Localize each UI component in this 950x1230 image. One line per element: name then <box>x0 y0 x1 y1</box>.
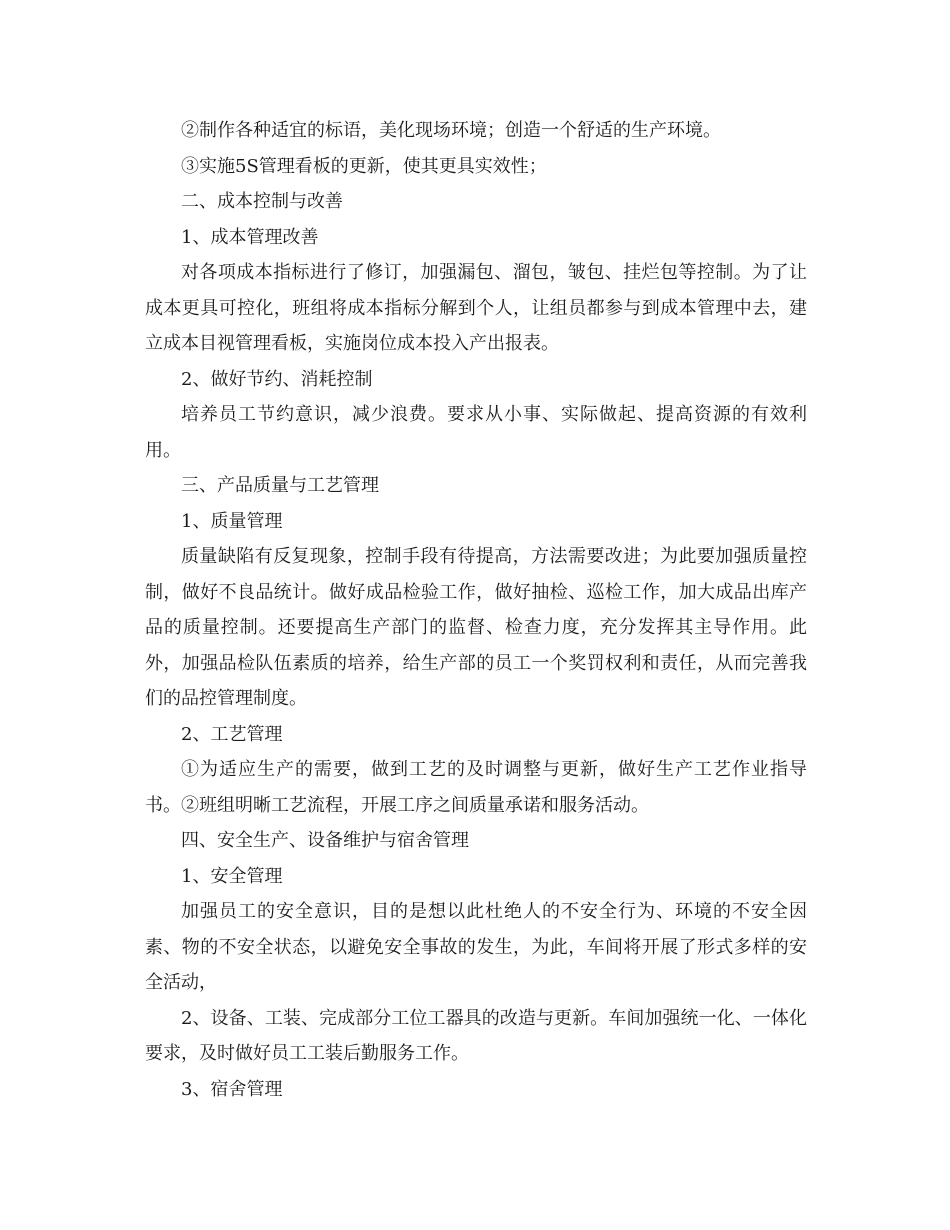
subheading-dormitory: 3、宿舍管理 <box>181 1078 283 1100</box>
paragraph-process: ①为适应生产的需要，做到工艺的及时调整与更新，做好生产工艺作业指导书。②班组明晰工艺流程，开展工序之间质量承诺和服务活动。 <box>145 759 807 816</box>
paragraph-slogans: ②制作各种适宜的标语，美化现场环境；创造一个舒适的生产环境。 <box>181 120 721 141</box>
subheading-cost-management: 1、成本管理改善 <box>181 226 319 248</box>
paragraph-5s-board: ③实施5S管理看板的更新，使其更具实效性； <box>181 155 547 177</box>
document-body <box>145 113 807 1107</box>
heading-safety: 四、安全生产、设备维护与宿舍管理 <box>181 830 469 851</box>
heading-quality-process: 三、产品质量与工艺管理 <box>181 475 379 496</box>
heading-cost-control: 二、成本控制与改善 <box>181 191 343 212</box>
paragraph-safety: 加强员工的安全意识，目的是想以此杜绝人的不安全行为、环境的不安全因素、物的不安全状态，以避免安全事故的发生，为此，车间将开展了形式多样的安全活动， <box>145 901 807 993</box>
paragraph-quality: 质量缺陷有反复现象，控制手段有待提高，方法需要改进；为此要加强质量控制，做好不良品统计。做好成品检验工作，做好抽检、巡检工作，加大成品出库产品的质量控制。还要提高生产部门的监督、检查力度，充分发挥其主导作用。此外，加强品检队伍素质的培养，给生产部的员工一个奖罚权利和责任，从而完善我们的品控管理制度。 <box>145 546 807 709</box>
subheading-safety-management: 1、安全管理 <box>181 865 283 887</box>
paragraph-equipment: 2、设备、工装、完成部分工位工器具的改造与更新。车间加强统一化、一体化要求，及时做好员工工装后勤服务工作。 <box>145 1007 807 1064</box>
subheading-saving: 2、做好节约、消耗控制 <box>181 368 373 390</box>
subheading-process: 2、工艺管理 <box>181 723 283 745</box>
paragraph-saving: 培养员工节约意识，减少浪费。要求从小事、实际做起、提高资源的有效利用。 <box>145 404 807 461</box>
subheading-quality: 1、质量管理 <box>181 510 283 532</box>
paragraph-cost-management: 对各项成本指标进行了修订，加强漏包、溜包，皱包、挂烂包等控制。为了让成本更具可控化，班组将成本指标分解到个人，让组员都参与到成本管理中去，建立成本目视管理看板，实施岗位成本投入产出报表。 <box>145 262 807 354</box>
